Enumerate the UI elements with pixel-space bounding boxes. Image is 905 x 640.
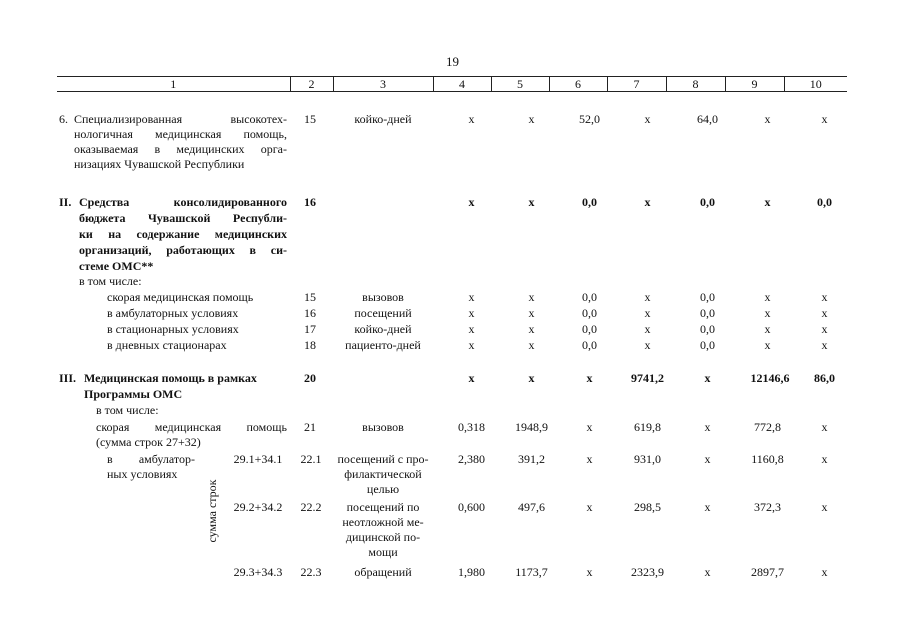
row-label-line: оказываемая в медицинских орга- xyxy=(74,142,287,156)
cell-col5: х xyxy=(528,306,535,320)
cell-col5: х xyxy=(528,195,535,209)
col-header-6: 6 xyxy=(549,77,607,92)
row-code: 15 xyxy=(304,112,316,126)
row-label: скорая медицинская помощь xyxy=(96,420,287,434)
row-unit: койко-дней xyxy=(354,322,412,336)
row-unit: вызовов xyxy=(362,290,404,304)
cell-col4: х xyxy=(468,306,475,320)
row-sum-formula: 29.2+34.2 xyxy=(233,500,283,514)
cell-col8: 64,0 xyxy=(697,112,718,126)
cell-col5: х xyxy=(528,112,535,126)
cell-col10: х xyxy=(821,338,828,352)
section-title-line: бюджета Чувашской Республи- xyxy=(79,211,287,225)
cell-col9: х xyxy=(764,338,771,352)
cell-col9: 772,8 xyxy=(754,420,781,434)
cell-col8: х xyxy=(704,452,711,466)
rotated-sum-label: сумма строк xyxy=(205,479,219,543)
row-label: скорая медицинская помощь xyxy=(107,290,254,304)
row-label-line: нологичная медицинская помощь, xyxy=(74,127,287,141)
cell-col10: х xyxy=(821,452,828,466)
cell-col10: 0,0 xyxy=(817,195,832,209)
row-code: 20 xyxy=(304,371,316,385)
cell-col5: х xyxy=(528,371,535,385)
cell-col6: 0,0 xyxy=(582,306,597,320)
row-label: в стационарных условиях xyxy=(107,322,239,336)
cell-col9: 2897,7 xyxy=(751,565,784,579)
section-title-line: стеме ОМС** xyxy=(79,259,154,273)
cell-col10: х xyxy=(821,565,828,579)
row-code: 18 xyxy=(304,338,316,352)
cell-col10: х xyxy=(821,322,828,336)
cell-col10: х xyxy=(821,290,828,304)
cell-col8: 0,0 xyxy=(700,306,715,320)
cell-col5: х xyxy=(528,338,535,352)
col-header-3: 3 xyxy=(333,77,433,92)
section-number: III. xyxy=(59,371,77,385)
cell-col7: х xyxy=(644,290,651,304)
cell-col6: х xyxy=(586,420,593,434)
cell-col10: 86,0 xyxy=(814,371,835,385)
cell-col8: 0,0 xyxy=(700,290,715,304)
col-header-5: 5 xyxy=(491,77,549,92)
col-header-10: 10 xyxy=(784,77,847,92)
cell-col8: 0,0 xyxy=(700,322,715,336)
cell-col4: х xyxy=(468,290,475,304)
cell-col9: 372,3 xyxy=(754,500,781,514)
row-unit-line: целью xyxy=(366,482,400,496)
row-label-line: (сумма строк 27+32) xyxy=(96,435,201,449)
cell-col7: 9741,2 xyxy=(631,371,664,385)
cell-col10: х xyxy=(821,420,828,434)
row-unit-line: филактической xyxy=(344,467,422,481)
cell-col7: 298,5 xyxy=(634,500,661,514)
section-number: II. xyxy=(59,195,72,209)
cell-col7: 2323,9 xyxy=(631,565,664,579)
cell-col9: 1160,8 xyxy=(751,452,784,466)
cell-col4: 1,980 xyxy=(458,565,485,579)
col-header-7: 7 xyxy=(607,77,666,92)
column-header-row xyxy=(57,76,847,92)
col-header-1: 1 xyxy=(57,77,290,92)
cell-col9: х xyxy=(764,306,771,320)
cell-col8: 0,0 xyxy=(700,338,715,352)
section-title-line: Медицинская помощь в рамках xyxy=(84,371,257,385)
cell-col5: х xyxy=(528,290,535,304)
row-code: 22.2 xyxy=(300,500,322,514)
cell-col8: х xyxy=(704,420,711,434)
row-code: 22.3 xyxy=(300,565,322,579)
row-number: 6. xyxy=(59,112,68,126)
cell-col10: х xyxy=(821,306,828,320)
col-header-4: 4 xyxy=(433,77,491,92)
cell-col6: 0,0 xyxy=(582,290,597,304)
group-label-line: ных условиях xyxy=(107,467,178,481)
cell-col4: х xyxy=(468,338,475,352)
row-code: 16 xyxy=(304,195,316,209)
cell-col10: х xyxy=(821,500,828,514)
row-unit-line: мощи xyxy=(368,545,398,559)
cell-col6: х xyxy=(586,500,593,514)
cell-col6: 0,0 xyxy=(582,322,597,336)
cell-col4: 0,600 xyxy=(458,500,485,514)
section-title-line: организаций, работающих в си- xyxy=(79,243,287,257)
cell-col8: х xyxy=(704,565,711,579)
section-title-line: ки на содержание медицинских xyxy=(79,227,287,241)
row-unit-line: посещений с про- xyxy=(337,452,429,466)
row-code: 15 xyxy=(304,290,316,304)
row-sum-formula: 29.3+34.3 xyxy=(233,565,283,579)
row-unit-line: неотложной ме- xyxy=(342,515,424,529)
cell-col5: 1948,9 xyxy=(515,420,548,434)
cell-col9: х xyxy=(764,322,771,336)
row-code: 16 xyxy=(304,306,316,320)
cell-col8: х xyxy=(704,500,711,514)
cell-col5: 497,6 xyxy=(518,500,545,514)
row-unit: посещений xyxy=(354,306,412,320)
cell-col4: 2,380 xyxy=(458,452,485,466)
cell-col7: 619,8 xyxy=(634,420,661,434)
row-unit-line: дицинской по- xyxy=(345,530,421,544)
row-label: в дневных стационарах xyxy=(107,338,227,352)
including-label: в том числе: xyxy=(79,274,142,288)
cell-col5: х xyxy=(528,322,535,336)
cell-col7: х xyxy=(644,338,651,352)
col-header-9: 9 xyxy=(725,77,784,92)
cell-col7: х xyxy=(644,112,651,126)
row-unit-line: посещений по xyxy=(346,500,420,514)
row-unit: койко-дней xyxy=(354,112,412,126)
cell-col7: х xyxy=(644,322,651,336)
section-title-line: Средства консолидированного xyxy=(79,195,287,209)
row-unit: пациенто-дней xyxy=(345,338,421,352)
cell-col9: 12146,6 xyxy=(750,371,790,385)
cell-col5: 391,2 xyxy=(518,452,545,466)
row-label: в амбулаторных условиях xyxy=(107,306,239,320)
cell-col9: х xyxy=(764,290,771,304)
cell-col6: 52,0 xyxy=(579,112,600,126)
cell-col6: 0,0 xyxy=(582,195,597,209)
group-label-word: в xyxy=(107,452,113,466)
row-unit-line: обращений xyxy=(354,565,412,579)
group-label-word: амбулатор- xyxy=(138,452,195,466)
cell-col9: х xyxy=(764,195,771,209)
row-code: 21 xyxy=(304,420,316,434)
cell-col4: х xyxy=(468,195,475,209)
col-header-2: 2 xyxy=(290,77,333,92)
cell-col6: х xyxy=(586,452,593,466)
row-sum-formula: 29.1+34.1 xyxy=(233,452,283,466)
cell-col6: х xyxy=(586,565,593,579)
row-unit: вызовов xyxy=(362,420,404,434)
cell-col4: х xyxy=(468,371,475,385)
cell-col4: х xyxy=(468,112,475,126)
cell-col4: х xyxy=(468,322,475,336)
cell-col6: 0,0 xyxy=(582,338,597,352)
cell-col5: 1173,7 xyxy=(515,565,548,579)
row-code: 22.1 xyxy=(300,452,322,466)
including-label: в том числе: xyxy=(96,403,159,417)
cell-col10: х xyxy=(821,112,828,126)
cell-col7: х xyxy=(644,306,651,320)
cell-col7: 931,0 xyxy=(634,452,661,466)
page-number: 19 xyxy=(446,54,459,69)
row-code: 17 xyxy=(304,322,316,336)
cell-col8: х xyxy=(704,371,711,385)
cell-col9: х xyxy=(764,112,771,126)
col-header-8: 8 xyxy=(666,77,725,92)
section-title-line: Программы ОМС xyxy=(84,387,183,401)
cell-col6: х xyxy=(586,371,593,385)
cell-col4: 0,318 xyxy=(458,420,485,434)
row-label-line: Специализированная высокотех- xyxy=(74,112,287,126)
cell-col7: х xyxy=(644,195,651,209)
cell-col8: 0,0 xyxy=(700,195,715,209)
row-label-line: низациях Чувашской Республики xyxy=(74,157,245,171)
